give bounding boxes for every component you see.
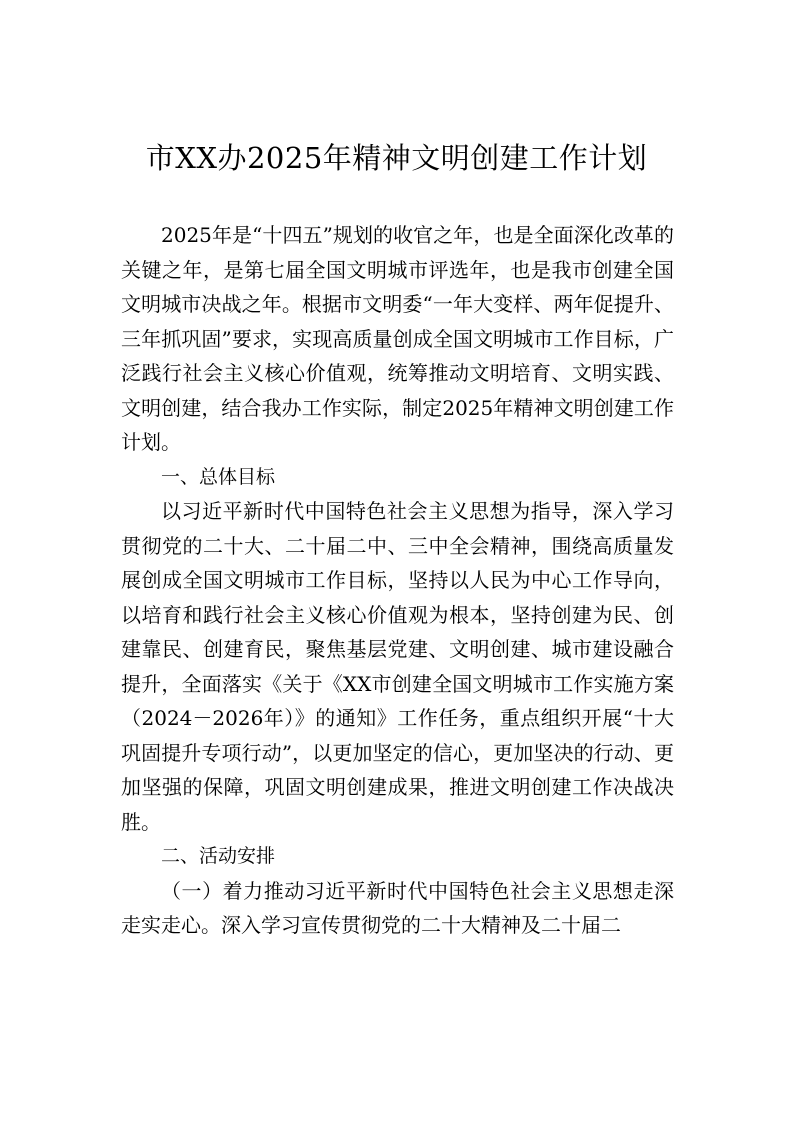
paragraph-overall-goal: 以习近平新时代中国特色社会主义思想为指导，深入学习贯彻党的二十大、二十届二中、三中全会精神，围绕高质量发展创成全国文明城市工作目标，坚持以人民为中心工作导向，以培育和践行社会主义核心价值观为根本，坚持创建为民、创建靠民、创建育民，聚焦基层党建、文明创建、城市建设融合提升，全面落实《关于《XX市创建全国文明城市工作实施方案（2024－2026年）》的通知》工作任务，重点组织开展“十大巩固提升专项行动”，以更加坚定的信心，更加坚决的行动、更加坚强的保障，巩固文明创建成果，推进文明创建工作决战决胜。 — [121, 499, 674, 834]
section-heading-activities: 二、活动安排 — [161, 845, 276, 867]
paragraph-intro: 2025年是“十四五”规划的收官之年，也是全面深化改革的关键之年，是第七届全国文明城市评选年，也是我市创建全国文明城市决战之年。根据市文明委“一年大变样、两年促提升、三年抓巩固”要求，实现高质量创成全国文明城市工作目标，广泛践行社会主义核心价值观，统筹推动文明培育、文明实践、文明创建，结合我办工作实际，制定2025年精神文明创建工作计划。 — [121, 223, 674, 454]
document-body — [121, 218, 674, 943]
document-title: 市XX办2025年精神文明创建工作计划 — [145, 141, 648, 175]
section-heading-overall-goal: 一、总体目标 — [161, 465, 276, 488]
paragraph-activity-one: （一）着力推动习近平新时代中国特色社会主义思想走深走实走心。深入学习宣传贯彻党的二十大精神及二十届二 — [121, 878, 674, 937]
